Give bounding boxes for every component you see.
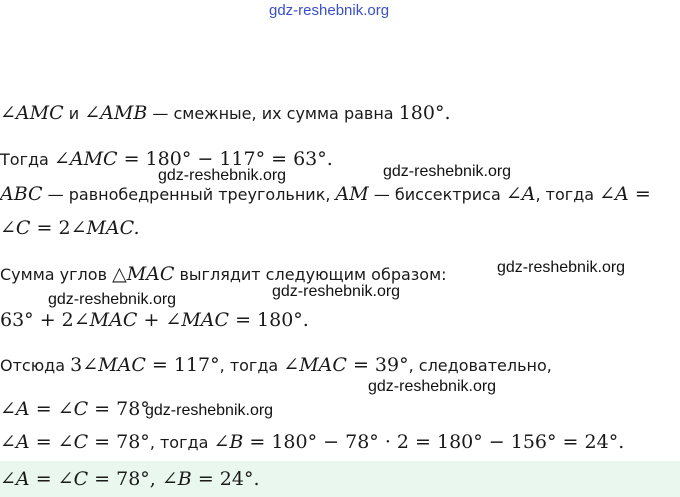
math-expression: = 24°.: [191, 468, 260, 490]
text: , следовательно,: [408, 356, 552, 375]
text: , тогда: [535, 185, 600, 204]
watermark: gdz-reshebnik.org: [272, 283, 401, 300]
solution-line-6: [0, 309, 309, 332]
math-equals: =: [29, 431, 58, 453]
math-expression: = 78°: [88, 398, 150, 420]
text: и: [63, 104, 85, 123]
math-angle-mac: ∠MAC: [73, 309, 138, 331]
text: — смежные, их сумма равна: [147, 104, 399, 123]
solution-line-3: [0, 183, 651, 206]
math-expression: = 39°: [346, 354, 409, 376]
math-angle-c: ∠C: [57, 398, 89, 420]
watermark: gdz-reshebnik.org: [368, 378, 497, 395]
text: , тогда: [149, 433, 214, 452]
solution-line-7: [0, 354, 552, 377]
solution-line-8: [0, 398, 150, 421]
math-angle-amb: ∠AMB: [84, 102, 148, 124]
text: , тогда: [219, 356, 284, 375]
math-coef: 3: [70, 354, 83, 376]
text: Тогда: [0, 150, 54, 169]
math-plus: +: [137, 309, 166, 331]
text: Сумма углов: [0, 265, 113, 284]
text: — биссектриса: [368, 185, 506, 204]
math-angle-c: ∠C: [57, 431, 89, 453]
text: Отсюда: [0, 356, 71, 375]
math-expression: = 180° − 117° = 63°.: [117, 148, 333, 170]
math-angle-mac: ∠MAC: [283, 354, 347, 376]
math-angle-c: ∠C: [0, 217, 31, 239]
math-equals: =: [628, 183, 651, 205]
math-angle-b: ∠B: [161, 468, 192, 490]
math-expression: = 78°: [88, 431, 150, 453]
math-angle-a: ∠A: [0, 431, 30, 453]
math-expression: 63° + 2: [0, 309, 74, 331]
math-expression: = 2: [30, 217, 71, 239]
math-angle-a: ∠A: [505, 183, 536, 205]
answer-line: [0, 468, 260, 491]
watermark: gdz-reshebnik.org: [497, 259, 626, 276]
text: выглядит следующим образом:: [174, 265, 447, 284]
math-equals: =: [29, 468, 58, 490]
math-expression: = 117°: [145, 354, 220, 376]
math-expression: = 78°,: [88, 468, 162, 490]
math-angle-b: ∠B: [213, 431, 244, 453]
math-expression: = 180° − 78° · 2 = 180° − 156° = 24°.: [243, 431, 625, 453]
math-angle-a: ∠A: [0, 468, 30, 490]
math-angle-mac: ∠MAC: [82, 354, 146, 376]
math-angle-mac: ∠MAC.: [70, 217, 140, 239]
math-angle-a: ∠A: [599, 183, 629, 205]
solution-line-4: [0, 217, 140, 240]
math-angle-amc: ∠AMC: [53, 148, 118, 170]
watermark: gdz-reshebnik.org: [383, 163, 512, 180]
math-value: 180°.: [398, 102, 451, 124]
math-angle-mac: ∠MAC: [165, 309, 230, 331]
watermark: gdz-reshebnik.org: [145, 402, 274, 419]
solution-line-9: [0, 431, 624, 454]
solution-line-1: [0, 102, 451, 125]
math-equals: =: [29, 398, 58, 420]
math-am: AM: [335, 183, 369, 205]
math-angle-c: ∠C: [57, 468, 89, 490]
text: — равнобедренный треугольник,: [42, 185, 336, 204]
math-angle-amc: ∠AMC: [0, 102, 64, 124]
math-angle-a: ∠A: [0, 398, 30, 420]
watermark: gdz-reshebnik.org: [158, 167, 287, 184]
math-triangle-mac: △MAC: [112, 263, 175, 285]
watermark: gdz-reshebnik.org: [48, 291, 177, 308]
math-expression: = 180°.: [229, 309, 309, 331]
header-watermark: gdz-reshebnik.org: [269, 2, 390, 19]
math-triangle-abc: ABC: [0, 183, 43, 205]
